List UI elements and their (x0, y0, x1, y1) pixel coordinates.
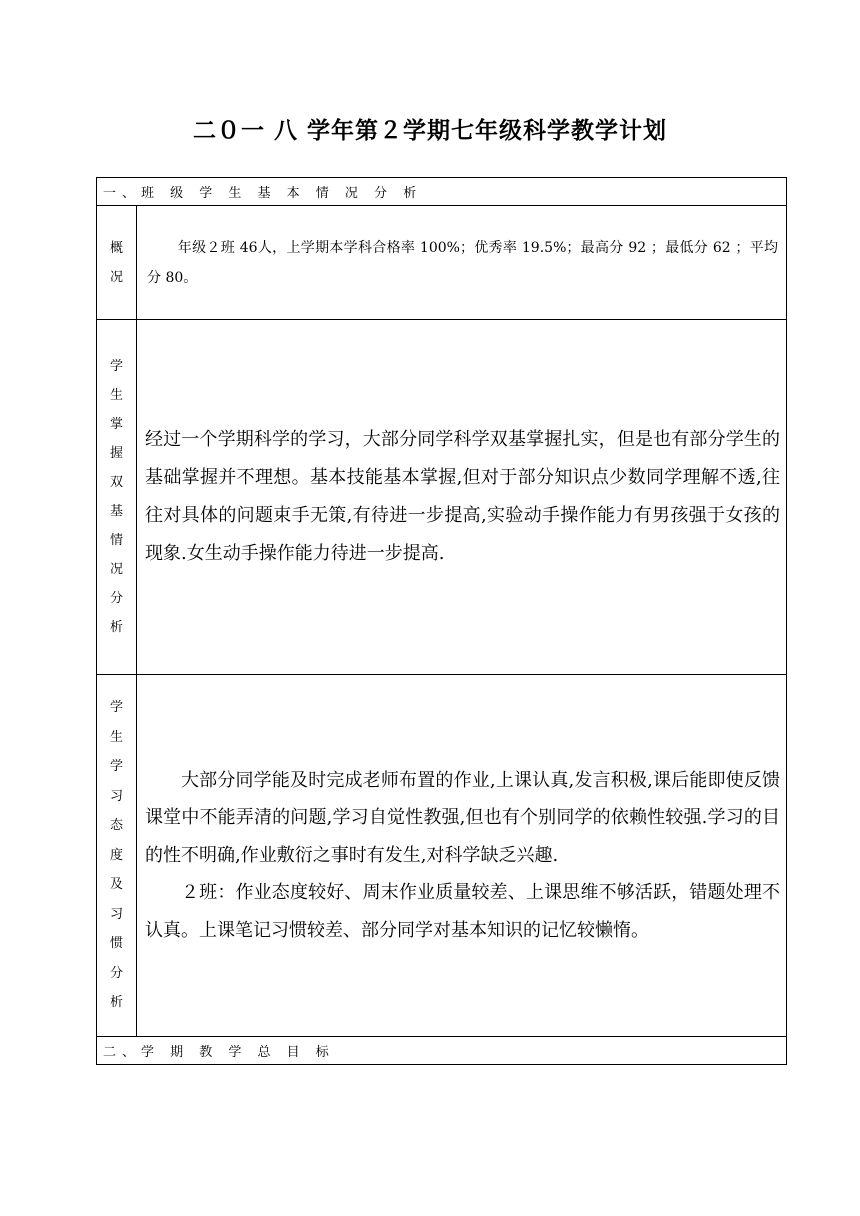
mastery-content (137, 320, 787, 675)
overview-content (137, 206, 787, 320)
label-char: 学 (109, 359, 123, 374)
attitude-paragraph: 大部分同学能及时完成老师布置的作业,上课认真,发言积极,课后能即使反馈课堂中不能弄清的问题,学习自觉性教强,但也有个别同学的依赖性较强.学习的目的性不明确,作业敷衍之事时有发生,对科学缺乏兴趣. (145, 769, 781, 866)
label-char: 双 (109, 475, 123, 490)
label-char: 况 (109, 269, 123, 285)
label-char: 析 (109, 995, 123, 1011)
label-char: 生 (109, 729, 123, 745)
label-char: 分 (109, 965, 123, 981)
attitude-content (137, 675, 787, 1037)
label-char: 握 (109, 446, 123, 461)
section-row-semester-goals (97, 1037, 787, 1065)
teaching-plan-table (96, 177, 787, 1065)
attitude-row (97, 675, 787, 1037)
label-char: 态 (109, 818, 123, 834)
mastery-label (97, 320, 137, 675)
attitude-label (97, 675, 137, 1037)
attitude-paragraph: ２班：作业态度较好、周末作业质量较差、上课思维不够活跃，错题处理不认真。上课笔记习惯较差、部分同学对基本知识的记忆较懒惰。 (145, 882, 781, 941)
label-char: 基 (109, 504, 123, 519)
label-char: 度 (109, 847, 123, 863)
label-char: 分 (109, 591, 123, 606)
mastery-text: 经过一个学期科学的学习，大部分同学科学双基掌握扎实，但是也有部分学生的基础掌握并不理想。基本技能基本掌握,但对于部分知识点少数同学理解不透,往往对具体的问题束手无策,有待进一步提高,实验动手操作能力有男孩强于女孩的现象.女生动手操作能力待进一步提高. (145, 429, 781, 564)
label-char: 掌 (109, 417, 123, 432)
section-heading-class-analysis: 一、班 级 学 生 基 本 情 况 分 析 (97, 178, 787, 206)
label-char: 惯 (109, 936, 123, 952)
label-char: 概 (109, 240, 123, 256)
label-char: 情 (109, 533, 123, 548)
label-char: 况 (109, 562, 123, 577)
overview-text: 年级２班 46人，上学期本学科合格率 100%；优秀率 19.5%；最高分 92 ；最低分 62 ；平均分 80。 (147, 239, 779, 286)
section-heading-semester-goals: 二、学 期 教 学 总 目 标 (97, 1037, 787, 1065)
section-row-class-analysis (97, 178, 787, 206)
mastery-row (97, 320, 787, 675)
overview-label (97, 206, 137, 320)
label-char: 析 (109, 620, 123, 635)
label-char: 及 (109, 877, 123, 893)
overview-row (97, 206, 787, 320)
label-char: 习 (109, 788, 123, 804)
label-char: 生 (109, 388, 123, 403)
label-char: 习 (109, 906, 123, 922)
label-char: 学 (109, 700, 123, 716)
page-title: 二０一 八 学年第２学期七年级科学教学计划 (192, 118, 667, 144)
label-char: 学 (109, 759, 123, 775)
